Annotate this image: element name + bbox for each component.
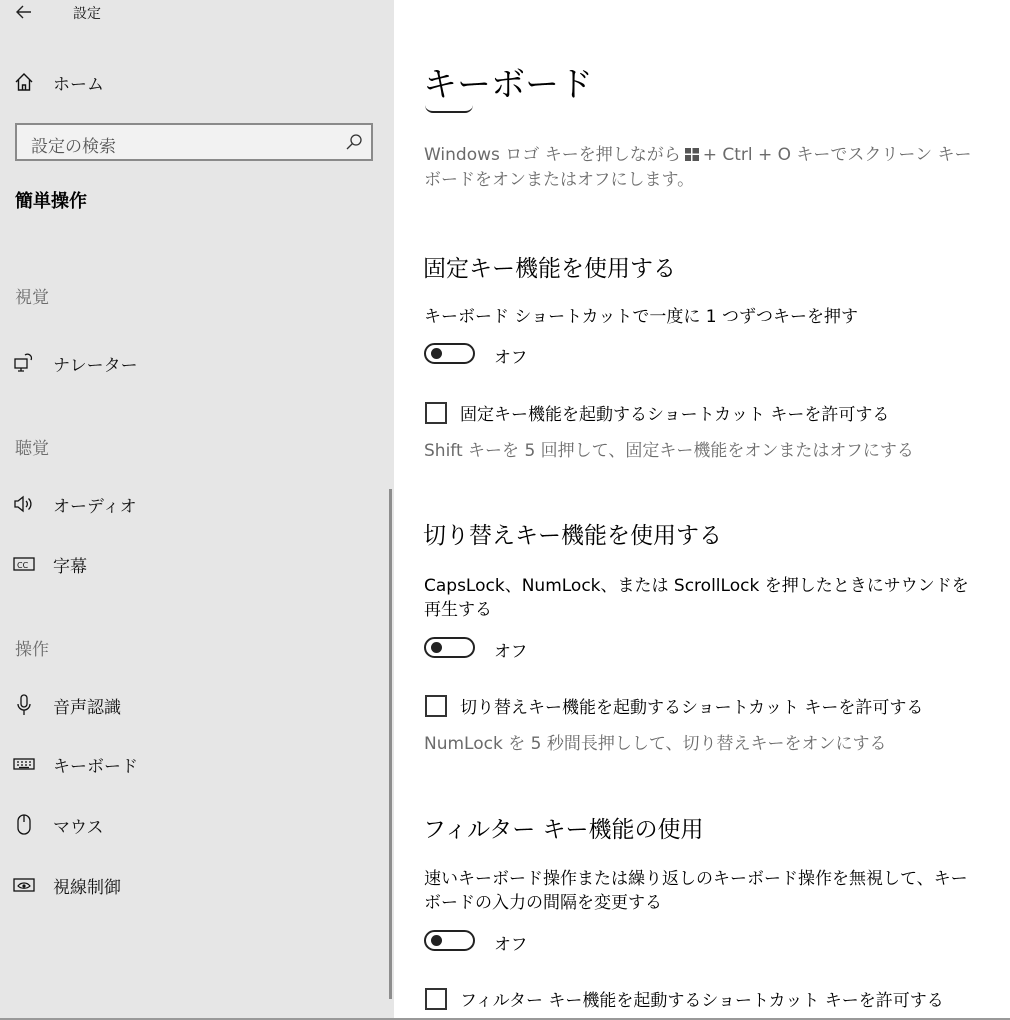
sidebar-scrollbar[interactable] (389, 489, 392, 999)
microphone-icon (13, 694, 35, 716)
toggle-keys-heading: 切り替えキー機能を使用する (423, 523, 722, 549)
narrator-icon (13, 352, 35, 374)
search-placeholder: 設定の検索 (31, 137, 116, 157)
sidebar-item-audio[interactable] (0, 484, 394, 524)
sticky-keys-shortcut-label: 固定キー機能を起動するショートカット キーを許可する (460, 405, 890, 425)
sidebar-item-label: マウス (53, 817, 104, 838)
sticky-keys-shortcut-checkbox[interactable] (425, 402, 447, 424)
sidebar-item-mouse[interactable] (0, 805, 394, 845)
toggle-knob (431, 935, 442, 946)
sidebar (0, 0, 394, 1020)
sidebar-item-label: 視線制御 (53, 877, 121, 898)
filter-keys-toggle[interactable] (424, 930, 475, 951)
sticky-keys-setting-label: キーボード ショートカットで一度に 1 つずつキーを押す (424, 307, 859, 327)
onscreen-keyboard-description (424, 143, 984, 193)
sticky-keys-toggle[interactable] (424, 343, 475, 364)
toggle-knob (431, 642, 442, 653)
toggle-keys-toggle-state: オフ (494, 642, 528, 662)
sidebar-item-speech[interactable] (0, 685, 394, 725)
sidebar-item-keyboard[interactable] (0, 744, 394, 784)
search-icon (345, 133, 363, 151)
sticky-keys-toggle-state: オフ (494, 348, 528, 368)
sidebar-item-captions[interactable] (0, 544, 394, 584)
keyboard-icon (13, 753, 35, 775)
sidebar-item-label: ホーム (53, 74, 104, 95)
filter-keys-heading: フィルター キー機能の使用 (423, 817, 704, 843)
closed-captions-icon (13, 553, 35, 575)
sticky-keys-hint: Shift キーを 5 回押して、固定キー機能をオンまたはオフにする (424, 441, 914, 461)
toggle-knob (431, 348, 442, 359)
home-icon (13, 71, 35, 93)
filter-keys-toggle-state: オフ (494, 935, 528, 955)
sidebar-item-eye-control[interactable] (0, 865, 394, 905)
toggle-keys-hint: NumLock を 5 秒間長押しして、切り替えキーをオンにする (424, 734, 887, 754)
group-heading-vision: 視覚 (15, 288, 49, 308)
toggle-keys-shortcut-label: 切り替えキー機能を起動するショートカット キーを許可する (460, 698, 924, 718)
sidebar-item-label: 字幕 (53, 556, 87, 577)
sidebar-item-label: ナレーター (53, 355, 138, 376)
category-title: 簡単操作 (15, 191, 87, 212)
toggle-keys-toggle[interactable] (424, 637, 475, 658)
main-content (394, 0, 1010, 1020)
filter-keys-shortcut-label: フィルター キー機能を起動するショートカット キーを許可する (460, 991, 944, 1011)
onscreen-desc-part1: Windows ロゴ キーを押しながら (424, 145, 681, 165)
sidebar-item-label: オーディオ (53, 496, 137, 517)
windows-logo-icon (685, 148, 699, 161)
title-decoration (425, 105, 473, 113)
sidebar-item-label: キーボード (53, 756, 138, 777)
group-heading-hearing: 聴覚 (15, 439, 49, 459)
toggle-keys-setting-label: CapsLock、NumLock、または ScrollLock を押したときにサウンドを再生する (424, 576, 969, 620)
mouse-icon (13, 814, 35, 836)
toggle-keys-shortcut-checkbox[interactable] (425, 695, 447, 717)
filter-keys-shortcut-checkbox[interactable] (425, 988, 447, 1010)
svg-text:CC: CC (17, 561, 29, 570)
sidebar-item-label: 音声認識 (53, 697, 121, 718)
page-title: キーボード (423, 65, 593, 105)
sticky-keys-heading: 固定キー機能を使用する (423, 256, 676, 282)
app-title: 設定 (73, 6, 101, 22)
arrow-left-icon (16, 5, 32, 19)
sidebar-item-narrator[interactable] (0, 343, 394, 383)
search-input[interactable] (15, 123, 373, 161)
speaker-icon (13, 493, 35, 515)
filter-keys-setting-label: 速いキーボード操作または繰り返しのキーボード操作を無視して、キーボードの入力の間隔を変更する (424, 869, 968, 913)
sidebar-item-home[interactable] (0, 62, 394, 102)
group-heading-interaction: 操作 (15, 640, 49, 660)
onscreen-desc-part2: + Ctrl + O キーでスクリーン キーボードをオンまたはオフにします。 (424, 145, 972, 190)
back-button[interactable] (12, 0, 36, 24)
eye-control-icon (13, 874, 35, 896)
